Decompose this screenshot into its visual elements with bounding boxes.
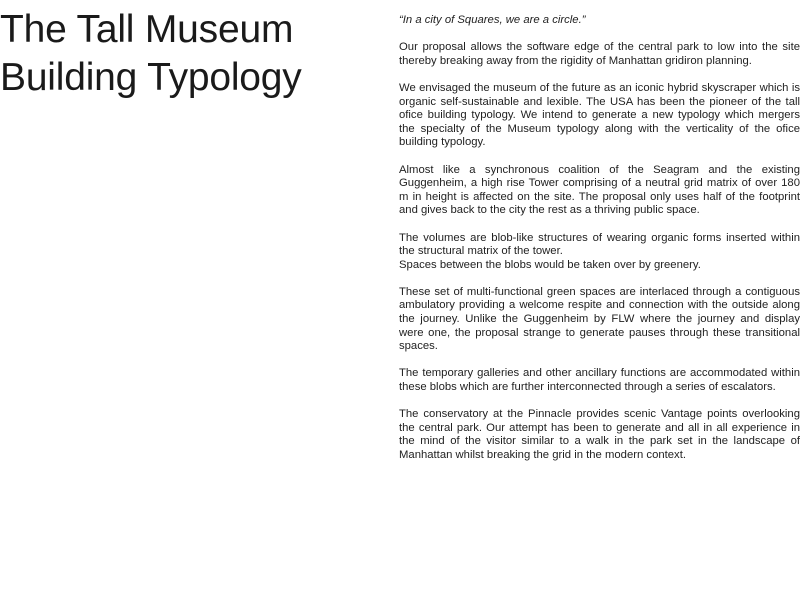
- greenery-text: Spaces between the blobs would be taken over by greenery.: [399, 258, 701, 271]
- paragraph-conservatory: The conservatory at the Pinnacle provides scenic Vantage points overlooking the central park. Our attempt has been to generate and all in all experience in the mind of the visitor similar to a walk in the park set in the landscape of Manhattan whilst breaking the grid in the modern context.: [399, 408, 800, 461]
- paragraph-galleries: The temporary galleries and other ancillary functions are accommodated within these blobs which are further interconnected through a series of escalators.: [399, 367, 800, 394]
- title-line-1: The Tall Museum: [0, 8, 294, 51]
- quote-paragraph: “In a city of Squares, we are a circle.”: [399, 14, 586, 26]
- paragraph-green-spaces: These set of multi-functional green spaces are interlaced through a contiguous ambulatory providing a welcome respite and connection with the outside along the journey. Unlike the Guggenheim by FLW where the journey and display were one, the proposal strange to generate pauses through these transitional spaces.: [399, 285, 800, 353]
- paragraph-tower: Almost like a synchronous coalition of the Seagram and the existing Guggenheim, a high rise Tower comprising of a neutral grid matrix of over 180 m in height is affected on the site. The proposal only uses half of the footprint and gives back to the city the rest as a thriving public space.: [399, 163, 800, 217]
- volumes-text: The volumes are blob-like structures of wearing organic forms inserted within the structural matrix of the tower.: [399, 231, 800, 258]
- title-line-2: Building Typology: [0, 56, 302, 99]
- paragraph-volumes: [399, 232, 800, 273]
- description-text: [399, 14, 800, 463]
- paragraph-museum-future: We envisaged the museum of the future as an iconic hybrid skyscraper which is organic self-sustainable and lexible. The USA has been the pioneer of the tall ofice building typology. We intend to generate a new typology which mergers the specialty of the Museum typology along with the verticality of the ofice building typology.: [399, 81, 800, 149]
- page-title: [0, 6, 302, 102]
- paragraph-site: Our proposal allows the software edge of the central park to low into the site thereby breaking away from the rigidity of Manhattan gridiron planning.: [399, 41, 800, 67]
